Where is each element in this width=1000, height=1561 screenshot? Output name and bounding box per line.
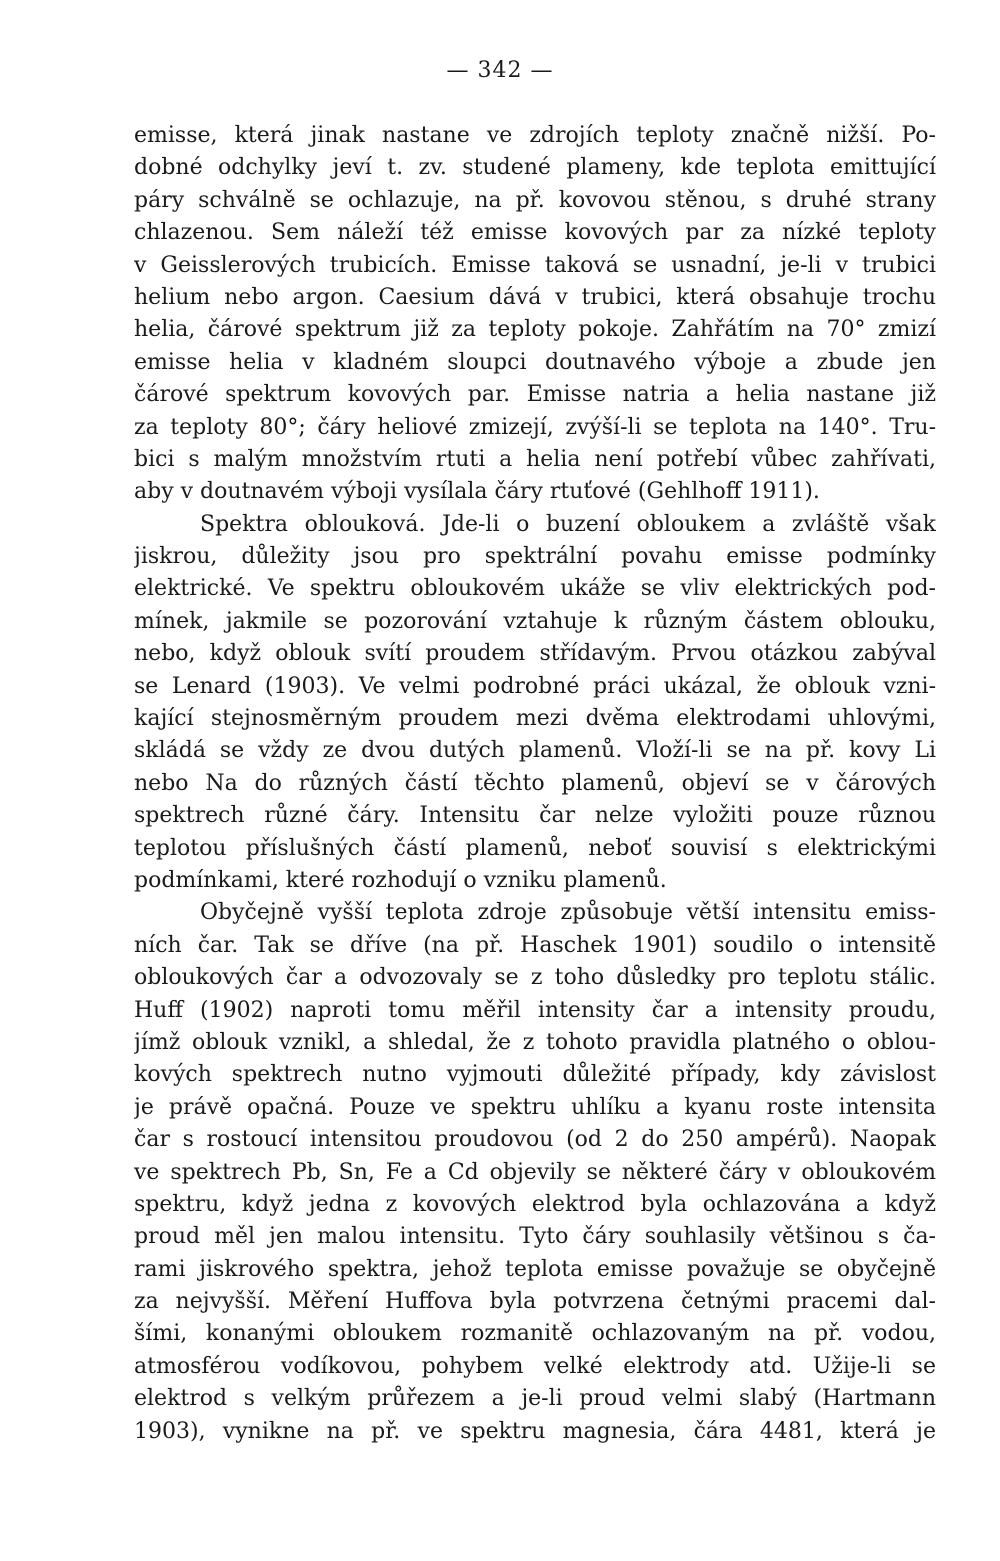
text-line: Obyčejně vyšší teplota zdroje způsobuje větší intensitu emiss- xyxy=(200,900,936,926)
text-line: podmínkami, které rozhodují o vzniku plamenů. xyxy=(134,867,667,893)
text-line: kových spektrech nutno vyjmouti důležité případy, kdy závislost xyxy=(134,1062,936,1088)
body-text xyxy=(134,120,936,1448)
page-number: — 342 — xyxy=(446,58,554,83)
text-line: kající stejnosměrným proudem mezi dvěma elektrodami uhlovými, xyxy=(134,706,936,732)
text-line: nebo, když oblouk svítí proudem střídavým. Prvou otázkou zabýval xyxy=(134,641,936,667)
text-line: ve spektrech Pb, Sn, Fe a Cd objevily se některé čáry v obloukovém xyxy=(134,1159,936,1185)
text-line: spektru, když jedna z kovových elektrod byla ochlazována a když xyxy=(134,1191,936,1217)
text-line: mínek, jakmile se pozorování vztahuje k různým částem oblouku, xyxy=(134,608,936,634)
text-line: čar s rostoucí intensitou proudovou (od 2 do 250 ampérů). Naopak xyxy=(134,1127,936,1153)
text-line: bici s malým množstvím rtuti a helia není potřebí vůbec zahřívati, xyxy=(134,446,936,472)
text-line: je právě opačná. Pouze ve spektru uhlíku a kyanu roste intensita xyxy=(134,1094,936,1120)
text-line: rami jiskrového spektra, jehož teplota emisse považuje se obyčejně xyxy=(134,1256,936,1282)
text-line: chlazenou. Sem náleží též emisse kovových par za nízké teploty xyxy=(134,220,936,246)
text-line: dobné odchylky jeví t. zv. studené plameny, kde teplota emittující xyxy=(134,155,936,181)
text-line: za nejvyšší. Měření Huffova byla potvrzena četnými pracemi dal- xyxy=(134,1289,936,1315)
text-line: emisse, která jinak nastane ve zdrojích teploty značně nižší. Po- xyxy=(134,123,936,148)
text-line: Huff (1902) naproti tomu měřil intensity čar a intensity proudu, xyxy=(134,997,936,1023)
text-line: ních čar. Tak se dříve (na př. Haschek 1901) soudilo o intensitě xyxy=(134,932,936,958)
text-line: atmosférou vodíkovou, pohybem velké elektrody atd. Užije-li se xyxy=(134,1353,936,1379)
text-line: 1903), vynikne na př. ve spektru magnesia, čára 4481, která je xyxy=(134,1418,936,1444)
text-line: helium nebo argon. Caesium dává v trubici, která obsahuje trochu xyxy=(134,284,936,310)
text-line: jiskrou, důležity jsou pro spektrální povahu emisse podmínky xyxy=(134,544,936,570)
text-line: páry schválně se ochlazuje, na př. kovovou stěnou, s druhé strany xyxy=(134,187,936,213)
text-line: za teploty 80°; čáry heliové zmizejí, zvýší-li se teplota na 140°. Tru- xyxy=(134,414,936,440)
text-line: šími, konanými obloukem rozmanitě ochlazovaným na př. vodou, xyxy=(134,1321,936,1347)
text-line: proud měl jen malou intensitu. Tyto čáry souhlasily většinou s ča- xyxy=(134,1224,936,1250)
text-line: emisse helia v kladném sloupci doutnavého výboje a zbude jen xyxy=(134,349,936,375)
text-line: spektrech různé čáry. Intensitu čar nelze vyložiti pouze různou xyxy=(134,803,936,829)
text-line: elektrické. Ve spektru obloukovém ukáže se vliv elektrických pod- xyxy=(134,576,936,602)
text-line: elektrod s velkým průřezem a je-li proud velmi slabý (Hartmann xyxy=(134,1386,936,1412)
text-line: obloukových čar a odvozovaly se z toho důsledky pro teplotu stálic. xyxy=(134,965,936,991)
text-line: čárové spektrum kovových par. Emisse natria a helia nastane již xyxy=(134,382,936,408)
text-line: v Geisslerových trubicích. Emisse taková se usnadní, je-li v trubici xyxy=(134,252,936,278)
text-line: se Lenard (1903). Ve velmi podrobné práci ukázal, že oblouk vzni- xyxy=(134,673,936,699)
text-line: Spektra oblouková. Jde-li o buzení obloukem a zvláště však xyxy=(200,511,936,537)
text-line: skládá se vždy ze dvou dutých plamenů. Vloží-li se na př. kovy Li xyxy=(134,738,936,764)
text-line: teplotou příslušných částí plamenů, neboť souvisí s elektrickými xyxy=(134,835,936,861)
text-line: nebo Na do různých částí těchto plamenů, objeví se v čárových xyxy=(134,770,936,796)
text-line: helia, čárové spektrum již za teploty pokoje. Zahřátím na 70° zmizí xyxy=(134,317,936,343)
text-line: jímž oblouk vznikl, a shledal, že z tohoto pravidla platného o oblou- xyxy=(134,1029,936,1055)
text-line: aby v doutnavém výboji vysílala čáry rtuťové (Gehlhoff 1911). xyxy=(134,479,820,505)
